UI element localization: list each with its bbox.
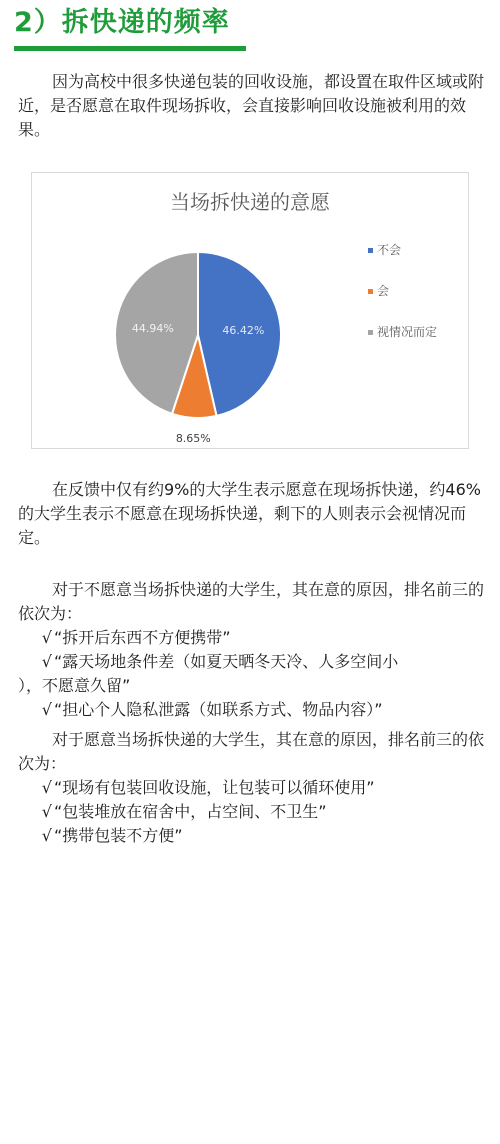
legend-marker-0 — [368, 248, 373, 253]
result-paragraph — [18, 478, 490, 550]
legend-label-0: 不会 — [377, 243, 402, 257]
list-item-text: “担心个人隐私泄露（如联系方式、物品内容）” — [54, 700, 383, 719]
list-item-text: “包装堆放在宿舍中，占空间、不卫生” — [54, 802, 327, 821]
legend-marker-1 — [368, 289, 373, 294]
pie-slice-label-0: 46.42% — [222, 323, 265, 337]
list-item-text: “露天场地条件差（如夏天晒冬天冷、人多空间小 — [54, 652, 399, 671]
unwilling-intro-paragraph — [18, 578, 490, 626]
check-icon: √ — [41, 778, 52, 797]
list-item — [18, 626, 490, 650]
check-icon: √ — [41, 802, 52, 821]
list-item-continuation — [18, 674, 490, 698]
check-icon: √ — [41, 700, 52, 719]
pie-chart-frame — [31, 172, 469, 449]
result-text: 在反馈中仅有约9%的大学生表示愿意在现场拆快递，约46%的大学生表示不愿意在现场拆快递，剩下的人则表示会视情况而定。 — [18, 480, 481, 547]
list-item-text: “现场有包装回收设施，让包装可以循环使用” — [54, 778, 375, 797]
pie-slice-label-1: 8.65% — [175, 431, 211, 445]
check-icon: √ — [41, 652, 52, 671]
intro-paragraph — [18, 70, 490, 142]
legend-marker-2 — [368, 330, 373, 335]
section-heading-text: 2）拆快递的频率 — [14, 7, 230, 38]
list-item-text: “拆开后东西不方便携带” — [54, 628, 231, 647]
intro-text: 因为高校中很多快递包装的回收设施，都设置在取件区域或附近，是否愿意在取件现场拆收，会直接影响回收设施被利用的效果。 — [18, 72, 485, 139]
check-icon: √ — [41, 826, 52, 845]
willing-intro-text: 对于愿意当场拆快递的大学生，其在意的原因，排名前三的依次为： — [18, 730, 485, 773]
list-item — [18, 800, 490, 824]
chart-legend — [368, 243, 437, 339]
legend-label-2: 视情况而定 — [377, 325, 438, 339]
legend-label-1: 会 — [377, 284, 390, 298]
list-item — [18, 698, 490, 722]
unwilling-intro-text: 对于不愿意当场拆快递的大学生，其在意的原因，排名前三的依次为： — [18, 580, 485, 623]
list-item-text: ），不愿意久留” — [18, 676, 131, 695]
list-item-text: “携带包装不方便” — [54, 826, 183, 845]
willing-reasons-list — [18, 776, 490, 848]
pie-chart — [32, 173, 468, 448]
willing-intro-paragraph — [18, 728, 490, 776]
unwilling-reasons-list — [18, 626, 490, 722]
check-icon: √ — [41, 628, 52, 647]
list-item — [18, 824, 490, 848]
list-item — [18, 650, 490, 674]
chart-title: 当场拆快递的意愿 — [170, 190, 330, 214]
list-item — [18, 776, 490, 800]
section-heading — [14, 6, 246, 51]
pie-slice-label-2: 44.94% — [131, 321, 174, 335]
